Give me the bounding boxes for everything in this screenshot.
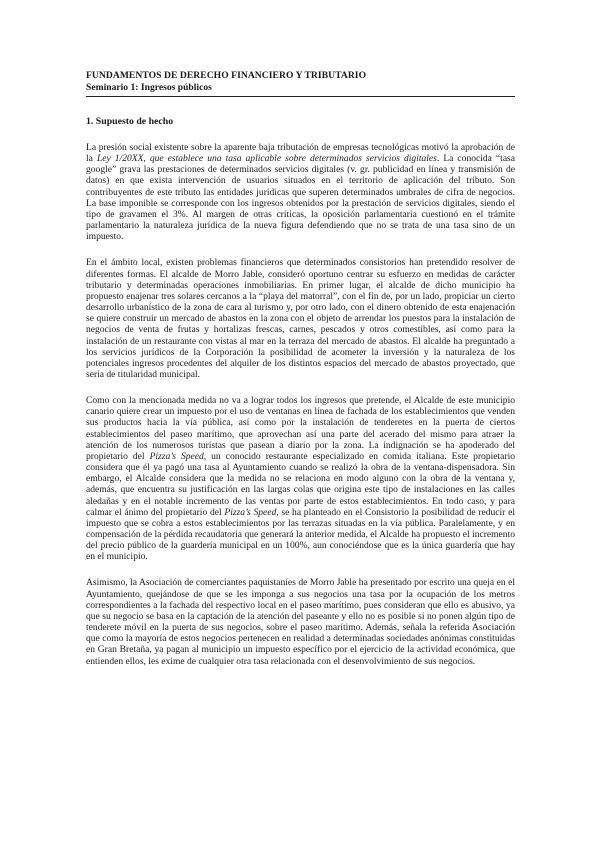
paragraph-text: , un conocido restaurante especializado en comida italiana. Este propietario considera que él ya pagó una tasa al Ayuntamiento cuando se realizó la obra de la ventana-dispensadora. Sin embargo, el Alcalde considera que la medida no se relaciona en modo alguno con la obra de la ventana y, además, que encuentra su justificación en las largas colas que origina este tipo de instalaciones en las calles aledañas y en el notable incremento de las ventas por parte de estos establecimientos. En todo caso, y para calmar el ánimo del propietario del: [86, 450, 515, 518]
paragraph-text: , se ha planteado en el Consistorio la posibilidad de reducir el impuesto que se cobra a estos establecimientos por las terrazas situadas en la vía pública. Paralelamente, y en compensación de la pérdida recaudatoria que generará la anterior medida, el Alcalde ha propuesto el incremento del precio público de la guardería municipal en un 100%, aun conociéndose que es la única guardería que hay en el municipio.: [86, 506, 515, 563]
section-heading: 1. Supuesto de hecho: [86, 116, 174, 127]
document-title: FUNDAMENTOS DE DERECHO FINANCIERO Y TRIBUTARIO: [86, 70, 367, 81]
document-subtitle: Seminario 1: Ingresos públicos: [86, 82, 515, 97]
paragraph-ambito-local: En el ámbito local, existen problemas financieros que determinados consistorios han pretendido resolver de diferentes formas. El alcalde de Morro Jable, consideró oportuno centrar su esfuerzo en medidas de carácter tributario y determinadas operaciones inmobiliarias. En primer lugar, el alcalde de dicho municipio ha propuesto enajenar tres solares cercanos a la “playa del matorral”, con el fin de, por un lado, propiciar un cierto desarrollo urbanístico de la zona de cara al turismo y, por otro lado, con el dinero obtenido de esta enajenación se quiere construir un mercado de abastos en la zona con el objeto de arrendar los puestos para la instalación de negocios de venta de frutas y hortalizas frescas, carnes, pescados y otros comestibles, así como para la instalación de un restaurante con vistas al mar en la terraza del mercado de abastos. El alcalde ha preguntado a los servicios jurídicos de la Corporación la posibilidad de acometer la inversión y la naturaleza de los potenciales ingresos procedentes del alquiler de los distintos espacios del mercado de abastos proyectado, que sería de titularidad municipal.: [86, 257, 515, 380]
document-page: [86, 70, 515, 667]
paragraph-impuesto-ventanas: [86, 395, 515, 562]
paragraph-text: . La conocida “tasa google” grava las prestaciones de determinados servicios digitales (v. gr. publicidad en línea y transmisión de datos) en que exista intervención de usuarios situados en el territorio de aplicación del tributo. Son contribuyentes de este tributo las entidades jurídicas que superen determinados umbrales de cifra de negocios. La base imponible se corresponde con los ingresos obtenidos por la prestación de servicios digitales, siendo el tipo de gravamen el 3%. Al margen de otras críticas, la oposición parlamentaria cuestionó en el trámite parlamentario la naturaleza jurídica de la nueva figura defendiendo que no se trata de una tasa sino de un impuesto.: [86, 153, 516, 243]
paragraph-tasa-google: [86, 142, 515, 242]
paragraph-asociacion-comerciantes: Asimismo, la Asociación de comerciantes paquistaníes de Morro Jable ha presentado por escrito una queja en el Ayuntamiento, quejándose de que se les imponga a sus negocios una tasa por la ocupación de los metros correspondientes a la fachada del respectivo local en el paseo marítimo, pues consideran que ello es abusivo, ya que su negocio se basa en la captación de la atención del paseante y ello no es posible si no ponen algún tipo de tenderete móvil en la puerta de sus negocios, sobre el paseo marítimo. Además, señala la referida Asociación que como la mayoría de estos negocios pertenecen en realidad a determinadas sociedades anónimas constituidas en Gran Bretaña, ya pagan al municipio un impuesto específico por el ejercicio de la actividad económica, que entienden ellos, les exime de cualquier otra tasa relacionada con el desenvolvimiento de sus negocios.: [86, 577, 515, 667]
restaurant-name: Pizza’s Speed: [224, 506, 277, 518]
law-title: Ley 1/20XX, que establece una tasa aplicable sobre determinados servicios digitales: [96, 153, 437, 165]
restaurant-name: Pizza’s Speed: [149, 450, 204, 462]
paragraph-text: Como con la mencionada medida no va a lograr todos los ingresos que pretende, el Alcalde de este municipio canario quiere crear un impuesto por el uso de ventanas en línea de fachada de los establecimientos que venden sus productos hacia la vía pública, así como por la instalación de tenderetes en la puerta de ciertos establecimientos del paseo marítimo, que aprovechan así una parte del acerado del mismo para atraer la atención de los numerosos turistas que pasean a diario por la zona. La indignación se ha apoderado del propietario del: [86, 395, 515, 462]
paragraph-text: La presión social existente sobre la aparente baja tributación de empresas tecnológicas motivó la aprobación de la: [86, 142, 515, 165]
